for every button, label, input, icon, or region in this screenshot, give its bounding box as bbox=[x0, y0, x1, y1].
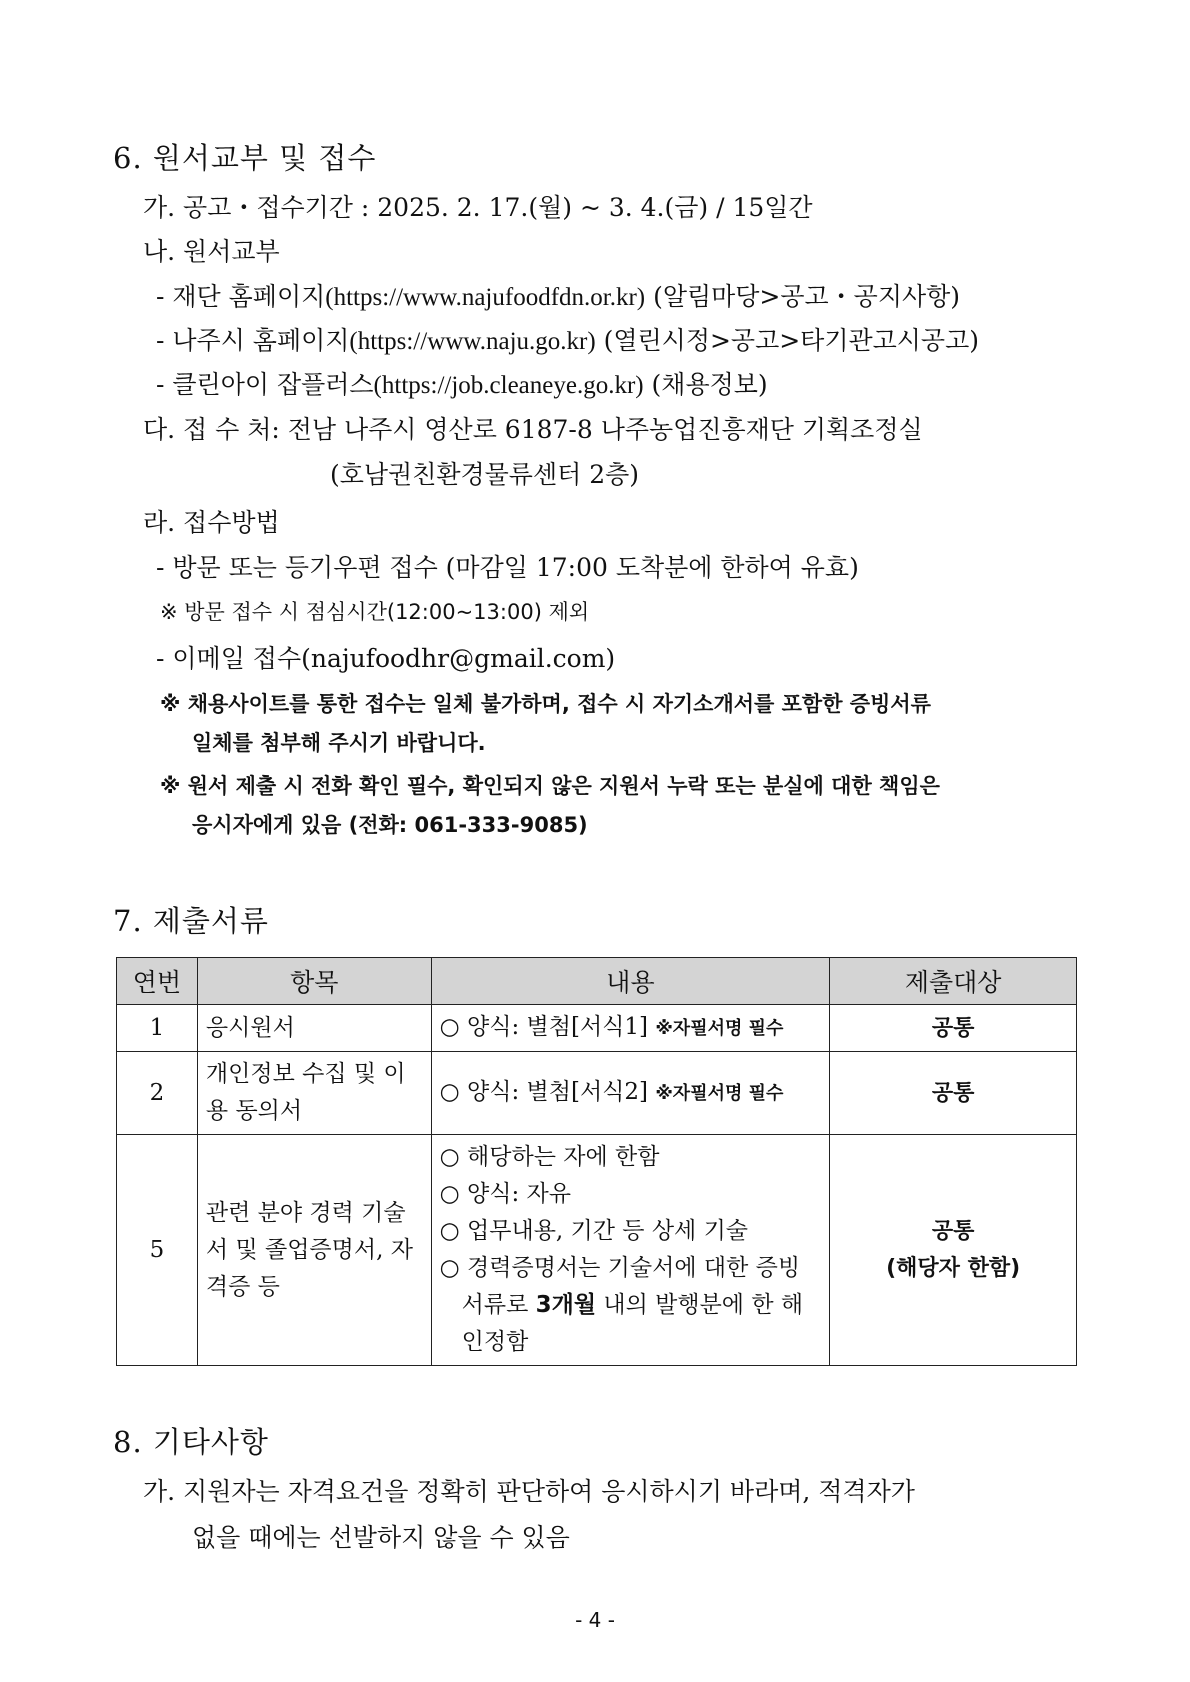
distribution-item-naju-city bbox=[156, 321, 979, 357]
documents-table bbox=[116, 957, 1077, 1366]
misc-item-1: 가. 지원자는 자격요건을 정확히 판단하여 응시하시기 바라며, 적격자가 bbox=[143, 1477, 915, 1506]
distribution-item-cleaneye bbox=[156, 365, 768, 401]
row-content bbox=[431, 1052, 830, 1135]
reception-place-detail: (호남권친환경물류센터 2층) bbox=[330, 460, 640, 489]
cleaneye-homepage-link[interactable]: (https://job.cleaneye.go.kr) bbox=[373, 372, 644, 399]
table-row bbox=[117, 1005, 1077, 1052]
row-content bbox=[431, 1005, 830, 1052]
section-6-heading: 6. 원서교부 및 접수 bbox=[113, 141, 377, 175]
header-target: 제출대상 bbox=[830, 958, 1077, 1005]
distribution-title: 나. 원서교부 bbox=[143, 237, 280, 266]
target-main: 공통 bbox=[931, 1219, 975, 1244]
notice-phone-confirm: ※ 원서 제출 시 전화 확인 필수, 확인되지 않은 지원서 누락 또는 분실에 대한 책임은 bbox=[160, 774, 940, 798]
notice-no-job-site: ※ 채용사이트를 통한 접수는 일체 불가하며, 접수 시 자기소개서를 포함한 증빙서류 bbox=[160, 692, 931, 716]
method-title: 라. 접수방법 bbox=[143, 508, 280, 537]
table-row bbox=[117, 1135, 1077, 1366]
row-item: 개인정보 수집 및 이용 동의서 bbox=[197, 1052, 431, 1135]
row-content bbox=[431, 1135, 830, 1366]
header-no: 연번 bbox=[117, 958, 198, 1005]
signature-required: ※자필서명 필수 bbox=[655, 1083, 784, 1104]
distribution-item-label: - 클린아이 잡플러스 bbox=[156, 370, 374, 399]
page-number: - 4 - bbox=[575, 1608, 615, 1632]
distribution-item-label: - 나주시 홈페이지 bbox=[156, 326, 350, 355]
method-visit-note: ※ 방문 접수 시 점심시간(12:00~13:00) 제외 bbox=[160, 600, 590, 624]
application-period: 가. 공고・접수기간 : 2025. 2. 17.(월) ~ 3. 4.(금) / 15일간 bbox=[143, 193, 813, 222]
header-content: 내용 bbox=[431, 958, 830, 1005]
content-text: ○ 경력증명서는 기술서에 대한 증빙 서류로 bbox=[439, 1255, 801, 1318]
row-target bbox=[830, 1135, 1077, 1366]
row-target: 공통 bbox=[830, 1052, 1077, 1135]
content-line: ○ 해당하는 자에 한함 bbox=[439, 1144, 660, 1170]
row-item: 응시원서 bbox=[197, 1005, 431, 1052]
row-no: 2 bbox=[117, 1052, 198, 1135]
method-email: - 이메일 접수(najufoodhr@gmail.com) bbox=[156, 644, 616, 673]
reception-place: 다. 접 수 처: 전남 나주시 영산로 6187-8 나주농업진흥재단 기획조정실 bbox=[143, 415, 923, 444]
naju-city-homepage-link[interactable]: (https://www.naju.go.kr) bbox=[349, 328, 596, 355]
method-visit-mail: - 방문 또는 등기우편 접수 (마감일 17:00 도착분에 한하여 유효) bbox=[156, 553, 859, 582]
distribution-item-path: (열린시정>공고>타기관고시공고) bbox=[595, 326, 979, 355]
signature-required: ※자필서명 필수 bbox=[655, 1018, 784, 1039]
content-text: 내의 발행분에 한 해 인정함 bbox=[461, 1292, 804, 1355]
row-no: 5 bbox=[117, 1135, 198, 1366]
row-item: 관련 분야 경력 기술서 및 졸업증명서, 자격증 등 bbox=[197, 1135, 431, 1366]
header-item: 항목 bbox=[197, 958, 431, 1005]
distribution-item-path: (알림마당>공고・공지사항) bbox=[645, 282, 961, 311]
content-text: ○ 양식: 별첨[서식2] bbox=[439, 1079, 656, 1105]
content-emphasis: 3개월 bbox=[535, 1292, 597, 1318]
row-target: 공통 bbox=[830, 1005, 1077, 1052]
section-8-heading: 8. 기타사항 bbox=[113, 1425, 269, 1459]
notice-phone-confirm-cont: 응시자에게 있음 (전화: 061-333-9085) bbox=[192, 813, 588, 837]
distribution-item-foundation bbox=[156, 277, 960, 313]
distribution-item-path: (채용정보) bbox=[643, 370, 768, 399]
target-sub: (해당자 한함) bbox=[886, 1256, 1021, 1281]
section-7-heading: 7. 제출서류 bbox=[113, 904, 269, 938]
table-row bbox=[117, 1052, 1077, 1135]
content-line: ○ 양식: 자유 bbox=[439, 1181, 571, 1207]
notice-no-job-site-cont: 일체를 첨부해 주시기 바랍니다. bbox=[192, 731, 486, 755]
distribution-item-label: - 재단 홈페이지 bbox=[156, 282, 326, 311]
content-line: ○ 업무내용, 기간 등 상세 기술 bbox=[439, 1218, 749, 1244]
content-text: ○ 양식: 별첨[서식1] bbox=[439, 1014, 656, 1040]
content-line bbox=[440, 1250, 822, 1361]
row-no: 1 bbox=[117, 1005, 198, 1052]
foundation-homepage-link[interactable]: (https://www.najufoodfdn.or.kr) bbox=[325, 284, 646, 311]
misc-item-1-cont: 없을 때에는 선발하지 않을 수 있음 bbox=[192, 1523, 570, 1552]
table-header-row bbox=[117, 958, 1077, 1005]
